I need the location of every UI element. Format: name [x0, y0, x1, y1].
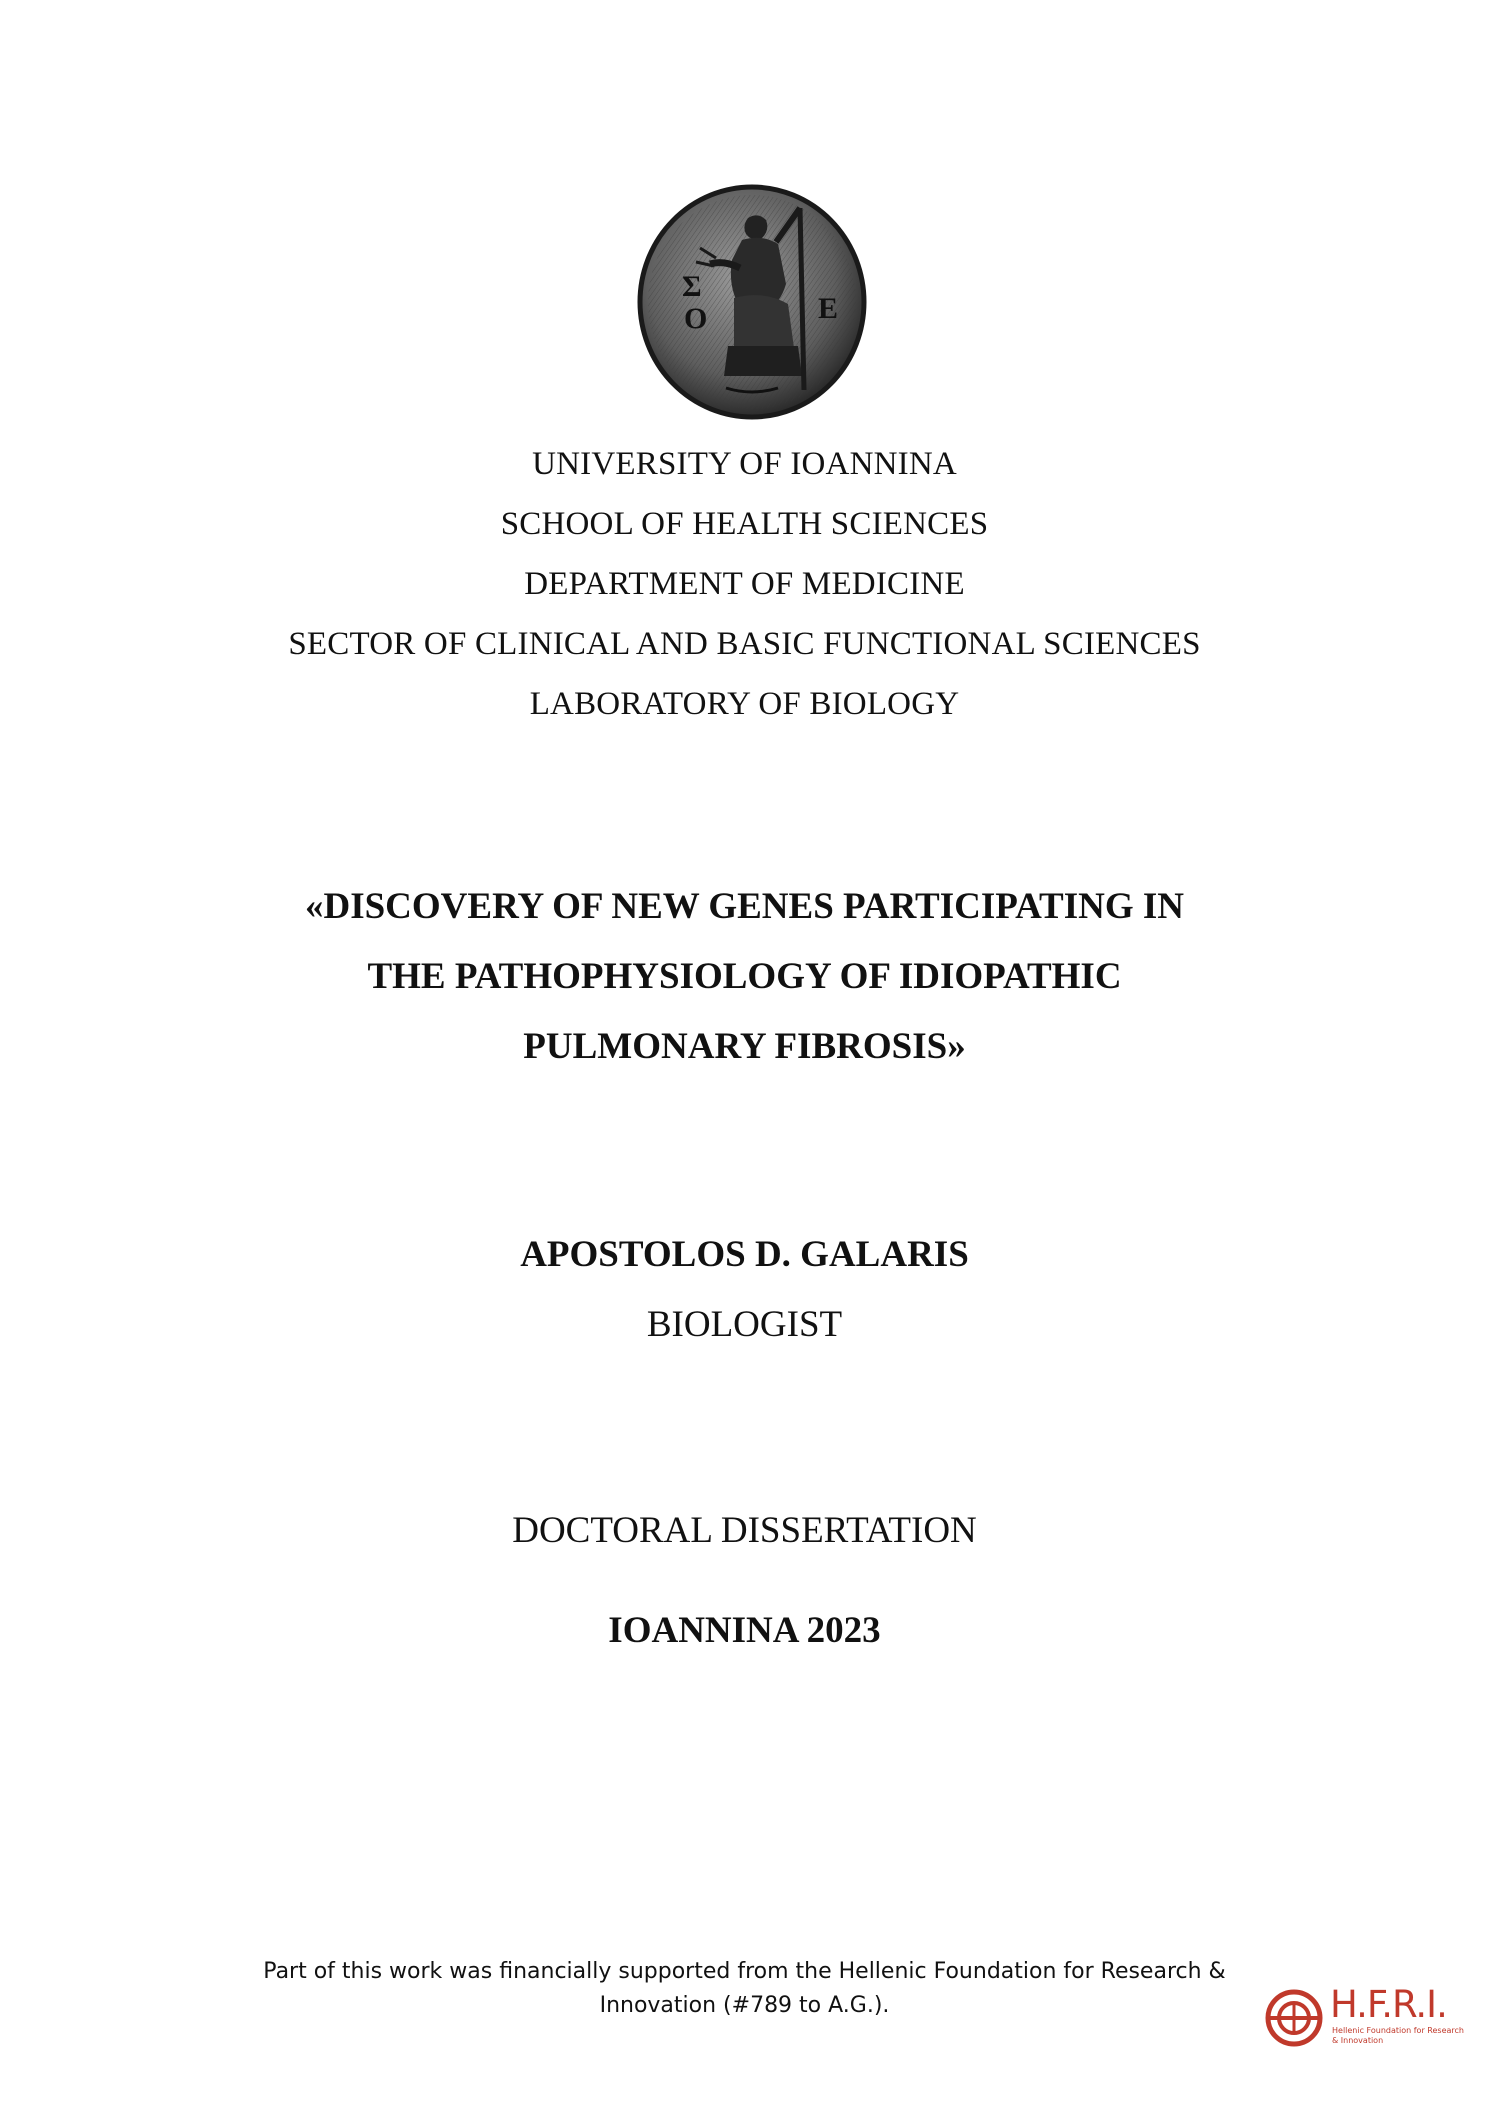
- dissertation-title-line-1: «DISCOVERY OF NEW GENES PARTICIPATING IN: [304, 886, 1184, 927]
- dissertation-title-line-3: PULMONARY FIBROSIS»: [523, 1026, 966, 1067]
- university-seal-coin-icon: [630, 178, 875, 423]
- school-name: SCHOOL OF HEALTH SCIENCES: [500, 506, 989, 542]
- author-name: APOSTOLOS D. GALARIS: [520, 1234, 969, 1275]
- funding-note-line-1: Part of this work was financially supported from the Hellenic Foundation for Research &: [263, 1959, 1226, 1984]
- laboratory-name: LABORATORY OF BIOLOGY: [529, 686, 960, 722]
- svg-text:Σ: Σ: [682, 270, 702, 303]
- place-year: IOANNINA 2023: [608, 1610, 881, 1651]
- department-name: DEPARTMENT OF MEDICINE: [524, 566, 965, 602]
- document-type: DOCTORAL DISSERTATION: [512, 1510, 977, 1551]
- hfri-logo: [1264, 1983, 1464, 2050]
- author-role: BIOLOGIST: [646, 1304, 843, 1345]
- hfri-emblem-icon: [1264, 1988, 1324, 2048]
- dissertation-title-line-2: THE PATHOPHYSIOLOGY OF IDIOPATHIC: [367, 956, 1122, 997]
- university-name: UNIVERSITY OF IOANNINA: [532, 446, 957, 482]
- hfri-logo-subtitle: Hellenic Foundation for Research & Innovation: [1332, 2026, 1464, 2045]
- svg-text:Ε: Ε: [818, 292, 839, 325]
- funding-note-line-2: Innovation (#789 to A.G.).: [599, 1993, 890, 2018]
- sector-name: SECTOR OF CLINICAL AND BASIC FUNCTIONAL SCIENCES: [288, 626, 1201, 662]
- svg-text:Ο: Ο: [684, 302, 708, 335]
- hfri-logo-text: H.F.R.I.: [1330, 1983, 1447, 2026]
